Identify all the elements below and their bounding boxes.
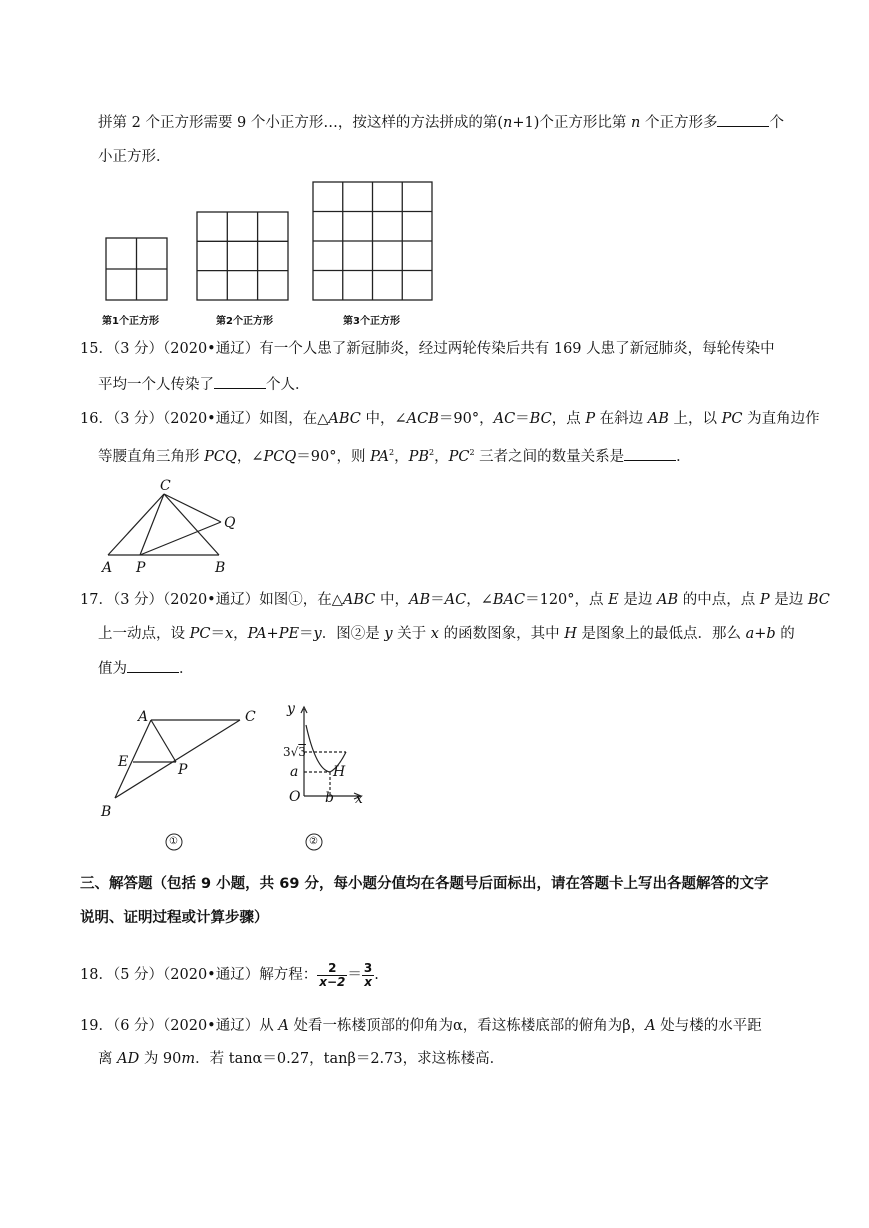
label-3sqrt3: 3√3 [283,745,306,759]
q14-text: +1)个正方形比第 [512,115,632,131]
label-Q: Q [224,515,236,531]
q18-text: 18．（5 分）（2020•通辽）解方程： [80,967,318,983]
label-B: B [101,804,112,820]
q18-line: 18．（5 分）（2020•通辽）解方程： $\frac{2}{x-2}$ ＝ $\frac{3}{x}$ . [80,960,379,989]
q14-text: 拼第 2 个正方形需要 9 个小正方形…，按这样的方法拼成的第( [98,115,504,131]
section-3-heading-line-2: 说明、证明过程或计算步骤） [80,910,269,926]
section-3-heading-line-1: 三、解答题（包括 9 小题，共 69 分，每小题分值均在各题号后面标出，请在答题卡上写出各题解答的文字 [80,876,769,892]
label-y: y [287,701,295,717]
caption-square-3: 第3个正方形 [343,316,400,327]
q19-line-2: 离 AD 为 90m．若 tanα＝0.27，tanβ＝2.73，求这栋楼高． [98,1051,505,1067]
q15-text: 个人． [266,377,310,393]
q14-text: 个 [769,115,784,131]
var-n: n [503,115,513,131]
q19-line-1: 19．（6 分）（2020•通辽）从 A 处看一栋楼顶部的仰角为α，看这栋楼底部的俯角为β，A 处与楼的水平距 [80,1018,762,1034]
var-n: n [631,115,641,131]
label-C: C [245,709,256,725]
label-P: P [136,560,146,576]
label-x: x [355,791,363,807]
q17-line-1: 17．（3 分）（2020•通辽）如图①，在△ABC 中，AB＝AC，∠BAC＝120°，点 E 是边 AB 的中点，点 P 是边 BC [80,592,830,608]
q14-line-2: 小正方形． [98,149,171,165]
q15-text: 平均一个人传染了 [98,377,214,393]
label-E: E [118,754,129,770]
label-A: A [102,560,113,576]
label-b: b [325,790,334,806]
label-H: H [333,764,346,780]
label-O: O [289,789,301,805]
q14-text: 个正方形多 [640,115,718,131]
fraction-2: $\frac{3}{x}$ [363,960,373,989]
q16-line-1: 16．（3 分）（2020•通辽）如图，在△ABC 中，∠ACB＝90°，AC＝BC，点 P 在斜边 AB 上，以 PC 为直角边作 [80,411,820,427]
fraction-1: $\frac{2}{x-2}$ [319,960,346,989]
figure-number-1: ① [169,836,178,847]
label-C: C [160,478,171,494]
q17-line-2: 上一动点，设 PC＝x，PA+PE＝y．图②是 y 关于 x 的函数图象，其中 H 是图象上的最低点．那么 a+b 的 [98,626,795,642]
q15-line-1: 15．（3 分）（2020•通辽）有一个人患了新冠肺炎，经过两轮传染后共有 169 人患了新冠肺炎，每轮传染中 [80,341,775,357]
label-a: a [290,764,299,780]
label-A: A [138,709,149,725]
label-P: P [178,762,188,778]
q17-line-3: 值为 ． [98,658,194,679]
caption-square-1: 第1个正方形 [102,316,159,327]
label-B: B [215,560,226,576]
figure-number-2: ② [309,836,318,847]
q16-line-2: 等腰直角三角形 PCQ，∠PCQ＝90°，则 $PA^2$，$PB^2$，$PC^2$ 三者之间的数量关系是 ． [98,443,691,467]
caption-square-2: 第2个正方形 [216,316,273,327]
